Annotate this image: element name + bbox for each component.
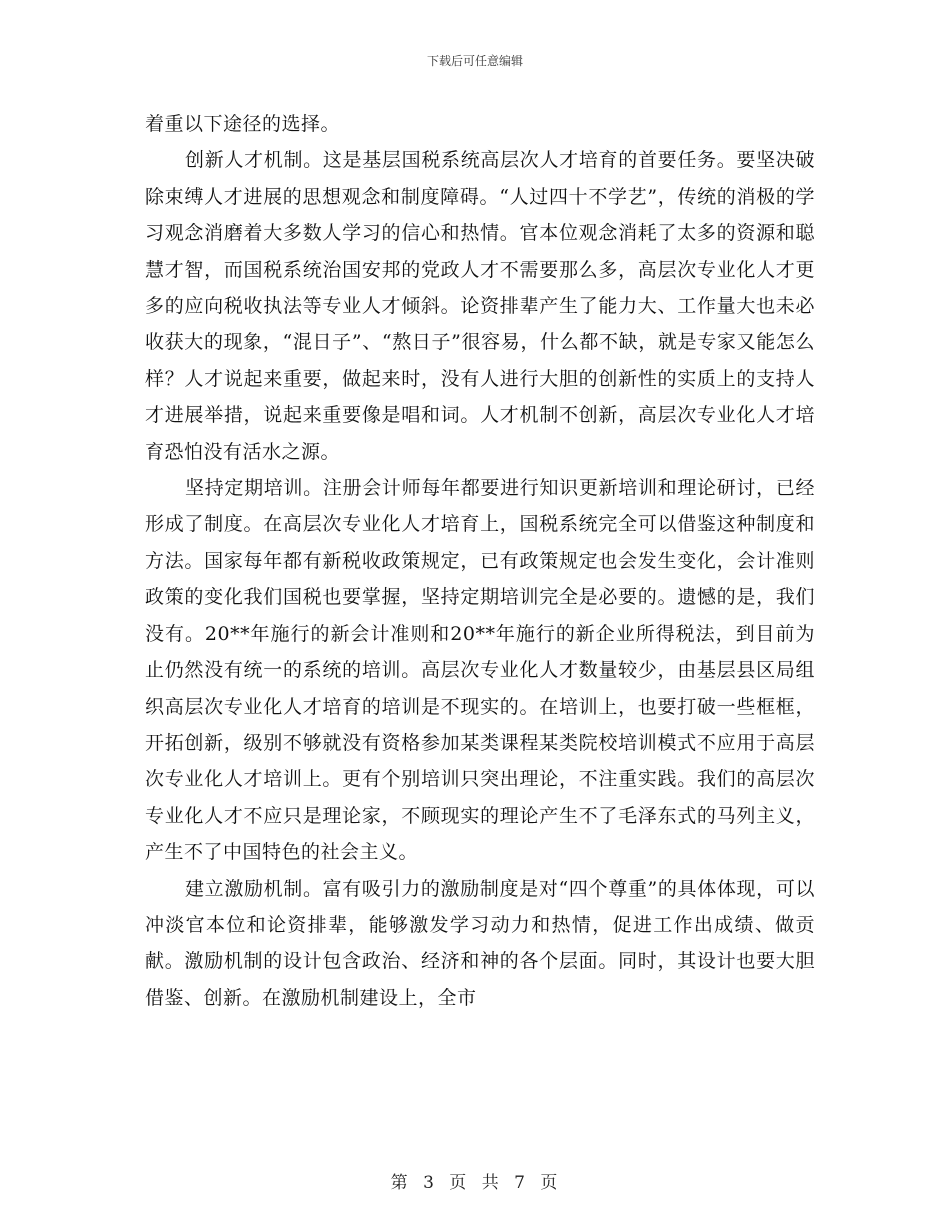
page-number: 第 3 页 共 7 页 xyxy=(390,1173,560,1193)
paragraph-continuation: 着重以下途径的选择。 xyxy=(145,113,341,135)
paragraph-innovate-talent-mechanism: 创新人才机制。这是基层国税系统高层次人才培育的首要任务。要坚决破除束缚人才进展的思想观念和制度障碍。“人过四十不学艺”，传统的消极的学习观念消磨着大多数人学习的信心和热情。官本位观念消耗了太多的资源和聪慧才智，而国税系统治国安邦的党政人才不需要那么多，高层次专业化人才更多的应向税收执法等专业人才倾斜。论资排辈产生了能力大、工作量大也未必收获大的现象，“混日子”、“熬日子”很容易，什么都不缺，就是专家又能怎么样？人才说起来重要，做起来时，没有人进行大胆的创新性的实质上的支持人才进展举措，说起来重要像是唱和词。人才机制不创新，高层次专业化人才培育恐怕没有活水之源。 xyxy=(145,149,815,463)
paragraph-incentive-mechanism: 建立激励机制。富有吸引力的激励制度是对“四个尊重”的具体体现，可以冲淡官本位和论资排辈，能够激发学习动力和热情，促进工作出成绩、做贡献。激励机制的设计包含政治、经济和神的各个层面。同时，其设计也要大胆借鉴、创新。在激励机制建设上，全市 xyxy=(145,877,815,1009)
paragraph-regular-training: 坚持定期培训。注册会计师每年都要进行知识更新培训和理论研讨，已经形成了制度。在高层次专业化人才培育上，国税系统完全可以借鉴这种制度和方法。国家每年都有新税收政策规定，已有政策规定也会发生变化，会计准则政策的变化我们国税也要掌握，坚持定期培训完全是必要的。遗憾的是，我们没有。20**年施行的新会计准则和20**年施行的新企业所得税法，到目前为止仍然没有统一的系统的培训。高层次专业化人才数量较少，由基层县区局组织高层次专业化人才培育的培训是不现实的。在培训上，也要打破一些框框，开拓创新，级别不够就没有资格参加某类课程某类院校培训模式不应用于高层次专业化人才培训上。更有个别培训只突出理论，不注重实践。我们的高层次专业化人才不应只是理论家，不顾现实的理论产生不了毛泽东式的马列主义，产生不了中国特色的社会主义。 xyxy=(145,477,815,864)
document-body xyxy=(145,106,815,1016)
page-header-note: 下载后可任意编辑 xyxy=(426,54,523,68)
